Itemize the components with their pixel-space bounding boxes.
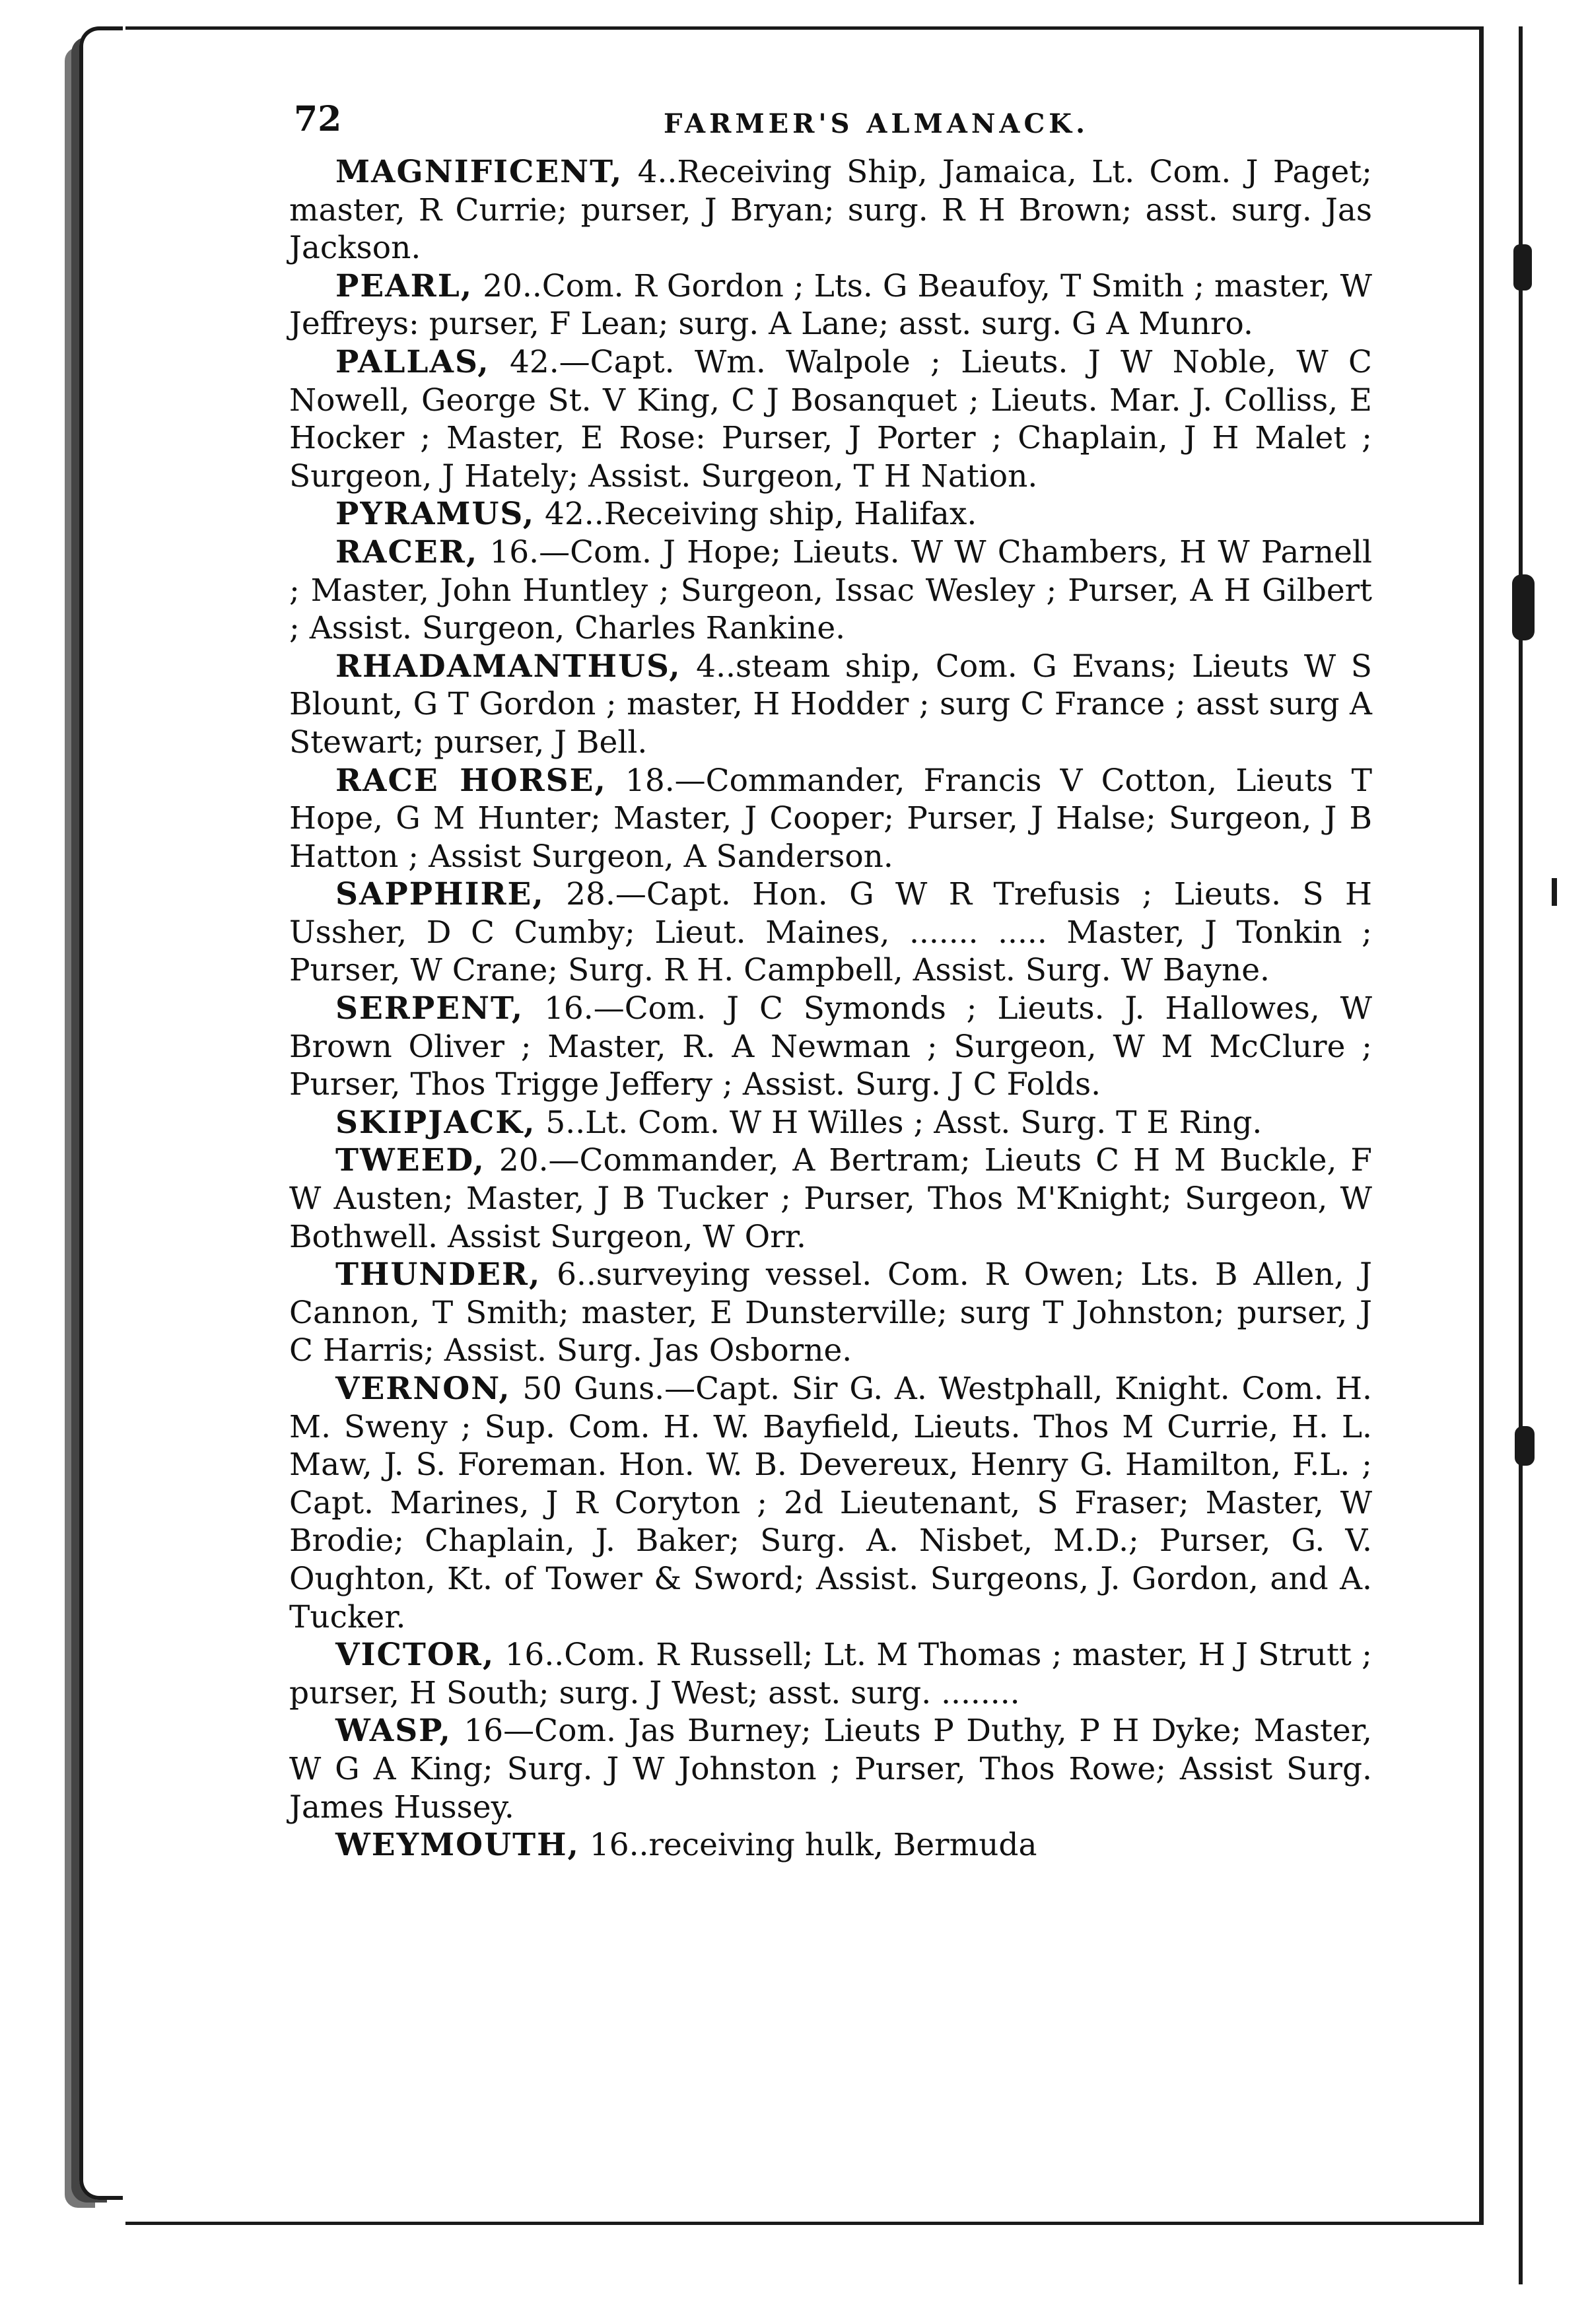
ship-details: 5..Lt. Com. W H Willes ; Asst. Surg. T E Ring. [536,1104,1262,1141]
binding-mark [1512,574,1535,640]
ship-name: RHADAMANTHUS, [335,648,681,685]
ship-details: 4..steam ship, Com. G Evans; Lieuts W S Blount, G T Gordon ; master, H Hodder ; surg C France ; asst surg A Stewart; purser, J Bell. [289,648,1372,761]
ship-entry [289,762,1372,876]
facing-page-edge [1519,26,1590,2284]
ship-name: SERPENT, [335,990,524,1027]
running-title: FARMER'S ALMANACK. [664,108,1089,139]
binding-mark [1515,1426,1535,1466]
ship-details: 18.—Commander, Francis V Cotton, Lieuts T Hope, G M Hunter; Master, J Cooper; Purser, J Halse; Surgeon, J B Hatton ; Assist Surgeon, A Sanderson. [289,762,1372,875]
ship-details: 20..Com. R Gordon ; Lts. G Beaufoy, T Smith ; master, W Jeffreys: purser, F Lean; surg. A Lane; asst. surg. G A Munro. [289,267,1372,343]
ship-name: PYRAMUS, [335,496,536,533]
ship-name: THUNDER, [335,1256,541,1293]
ship-name: SKIPJACK, [335,1104,536,1141]
ship-entry [289,495,1372,533]
ship-name: RACER, [335,533,479,570]
ship-name: PEARL, [335,267,473,304]
binding-mark [1552,878,1557,906]
ship-name: VICTOR, [335,1637,495,1674]
ship-details: 6..surveying vessel. Com. R Owen; Lts. B Allen, J Cannon, T Smith; master, E Dunsterville; surg T Johnston; purser, J C Harris; Assist. Surg. Jas Osborne. [289,1256,1372,1369]
ship-details: 42..Receiving ship, Halifax. [535,496,977,533]
book-page-edges [79,26,123,2200]
ship-name: RACE HORSE, [335,762,607,799]
page-number: 72 [294,99,342,139]
ship-details: 28.—Capt. Hon. G W R Trefusis ; Lieuts. S H Ussher, D C Cumby; Lieut. Maines, ....... ..... Master, J Tonkin ; Purser, W Crane; Surg. R H. Campbell, Assist. Surg. W Bayne. [289,876,1372,989]
ship-details: 16—Com. Jas Burney; Lieuts P Duthy, P H Dyke; Master, W G A King; Surg. J W Johnston ; Purser, Thos Rowe; Assist Surg. James Hussey. [289,1713,1372,1826]
ship-name: SAPPHIRE, [335,876,545,913]
ship-name: VERNON, [335,1371,511,1407]
ship-name: MAGNIFICENT, [335,154,623,190]
ship-details: 42.—Capt. Wm. Walpole ; Lieuts. J W Noble, W C Nowell, George St. V King, C J Bosanquet ; Lieuts. Mar. J. Colliss, E Hocker ; Master, E Rose: Purser, J Porter ; Chaplain, J H Malet ; Surgeon, J Hately; Assist. Surgeon, T H Nation. [289,343,1372,495]
ship-name: WEYMOUTH, [335,1827,580,1864]
ship-details: 16..receiving hulk, Bermuda [579,1827,1037,1864]
ship-details: 16..Com. R Russell; Lt. M Thomas ; master, H J Strutt ; purser, H South; surg. J West; asst. surg. ........ [289,1637,1372,1711]
ship-entry [289,1636,1372,1712]
ship-details: 4..Receiving Ship, Jamaica, Lt. Com. J Paget; master, R Currie; purser, J Bryan; surg. R H Brown; asst. surg. Jas Jackson. [289,154,1372,267]
ship-entry [289,267,1372,343]
ship-name: WASP, [335,1713,452,1750]
ship-list [289,153,1372,1864]
ship-entry [289,153,1372,267]
ship-entry [289,990,1372,1104]
ship-entry [289,648,1372,762]
ship-entry [289,1142,1372,1256]
ship-details: 16.—Com. J Hope; Lieuts. W W Chambers, H W Parnell ; Master, John Huntley ; Surgeon, Issac Wesley ; Purser, A H Gilbert ; Assist. Surgeon, Charles Rankine. [289,533,1372,647]
ship-entry [289,1712,1372,1826]
ship-details: 50 Guns.—Capt. Sir G. A. Westphall, Knight. Com. H. M. Sweny ; Sup. Com. H. W. Bayfield, Lieuts. Thos M Currie, H. L. Maw, J. S. Foreman. Hon. W. B. Devereux, Henry G. Hamilton, F.L. ; Capt. Marines, J R Coryton ; 2d Lieutenant, S Fraser; Master, W Brodie; Chaplain, J. Baker; Surg. A. Nisbet, M.D.; Purser, G. V. Oughton, Kt. of Tower & Sword; Assist. Surgeons, J. Gordon, and A. Tucker. [289,1371,1372,1635]
ship-entry [289,533,1372,648]
ship-entry [289,1256,1372,1370]
ship-entry [289,1826,1372,1864]
page-header [294,99,1364,145]
ship-entry [289,1370,1372,1636]
ship-entry [289,343,1372,495]
ship-details: 16.—Com. J C Symonds ; Lieuts. J. Hallowes, W Brown Oliver ; Master, R. A Newman ; Surgeon, W M McClure ; Purser, Thos Trigge Jeffery ; Assist. Surg. J C Folds. [289,990,1372,1103]
ship-name: TWEED, [335,1142,485,1179]
ship-entry [289,875,1372,990]
binding-mark [1513,244,1532,290]
ship-entry [289,1104,1372,1142]
ship-name: PALLAS, [335,343,490,380]
ship-details: 20.—Commander, A Bertram; Lieuts C H M Buckle, F W Austen; Master, J B Tucker ; Purser, Thos M'Knight; Surgeon, W Bothwell. Assist Surgeon, W Orr. [289,1142,1372,1255]
